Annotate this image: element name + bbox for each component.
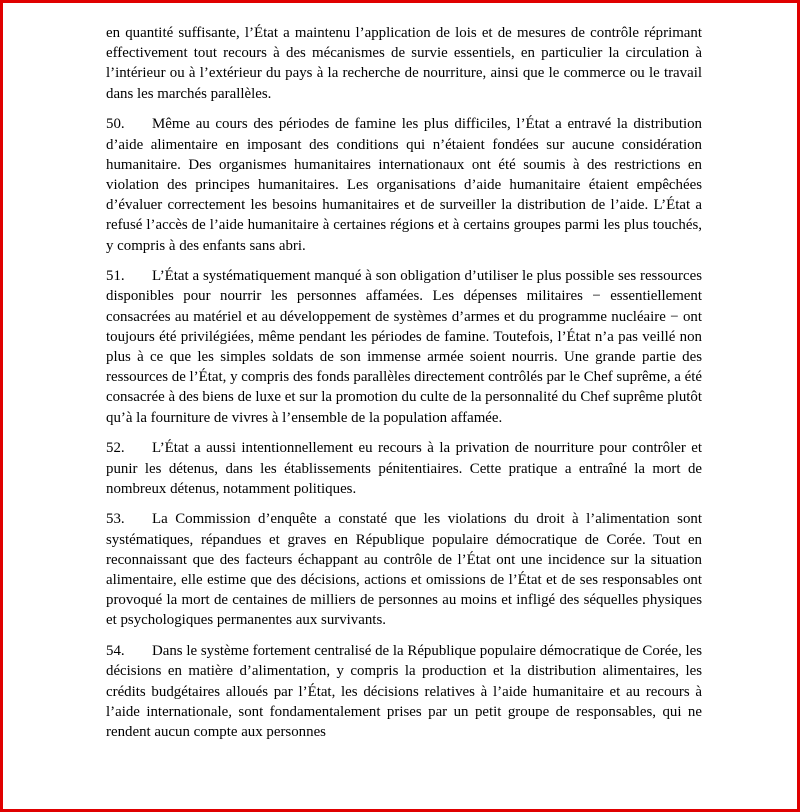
- paragraph-text: L’État a aussi intentionnellement eu recours à la privation de nourriture pour contrôler et punir les détenus, dans les établissements pénitentiaires. Cette pratique a entraîné la mort de nombreux détenus, notamment politiques.: [106, 440, 702, 497]
- paragraph-text: Même au cours des périodes de famine les plus difficiles, l’État a entravé la distribution d’aide alimentaire en imposant des conditions qui n’étaient fondées sur aucune considération humanitaire. Des organismes humanitaires internationaux ont été soumis à des restrictions en violation des principes humanitaires. Les organisations d’aide humanitaire étaient empêchées d’évaluer correctement les besoins humanitaires et de surveiller la distribution de l’aide. L’État a refusé l’accès de l’aide humanitaire à certaines régions et à certains groupes parmi les plus touchés, y compris à des enfants sans abri.: [106, 116, 702, 254]
- document-body: [106, 23, 702, 753]
- paragraph-number: 53.: [106, 511, 125, 528]
- paragraph-number: 51.: [106, 268, 125, 285]
- paragraph-53: [106, 509, 702, 630]
- paragraph-54: [106, 641, 702, 742]
- paragraph-text: L’État a systématiquement manqué à son obligation d’utiliser le plus possible ses ressources disponibles pour nourrir les personnes affamées. Les dépenses militaires − essentiellement consacrées au matériel et au développement de systèmes d’armes et du programme nucléaire − ont toujours été privilégiées, même pendant les périodes de famine. Toutefois, l’État n’a pas veillé non plus à ce que les simples soldats de son immense armée soient nourris. Une grande partie des ressources de l’État, y compris des fonds parallèles directement contrôlés par le Chef suprême, a été consacrée à des biens de luxe et sur la promotion du culte de la personnalité du Chef suprême plutôt qu’à la fourniture de vivres à l’ensemble de la population affamée.: [106, 268, 702, 426]
- paragraph-number: 54.: [106, 643, 125, 660]
- paragraph-50: [106, 114, 702, 255]
- paragraph-number: 52.: [106, 440, 125, 457]
- lead-paragraph-text: en quantité suffisante, l’État a maintenu l’application de lois et de mesures de contrôle réprimant effectivement tout recours à des mécanismes de survie essentiels, en particulier la circulation à l’intérieur ou à l’extérieur du pays à la recherche de nourriture, ainsi que le commerce ou le travail dans les marchés parallèles.: [106, 25, 702, 102]
- paragraph-text: Dans le système fortement centralisé de la République populaire démocratique de Corée, les décisions en matière d’alimentation, y compris la production et la distribution alimentaires, les crédits budgétaires alloués par l’État, les décisions relatives à l’aide humanitaire et au recours à l’aide internationale, sont fondamentalement prises par un petit groupe de responsables, qui ne rendent aucun compte aux personnes: [106, 643, 702, 740]
- lead-paragraph: [106, 23, 702, 104]
- paragraph-number: 50.: [106, 116, 125, 133]
- paragraph-text: La Commission d’enquête a constaté que les violations du droit à l’alimentation sont systématiques, répandues et graves en République populaire démocratique de Corée. Tout en reconnaissant que des facteurs échappant au contrôle de l’État ont une incidence sur la situation alimentaire, elle estime que des décisions, actions et omissions de l’État et de ses responsables ont provoqué la mort de centaines de milliers de personnes au moins et infligé des séquelles physiques et psychologiques permanentes aux survivants.: [106, 511, 702, 629]
- paragraph-52: [106, 438, 702, 499]
- paragraph-51: [106, 266, 702, 428]
